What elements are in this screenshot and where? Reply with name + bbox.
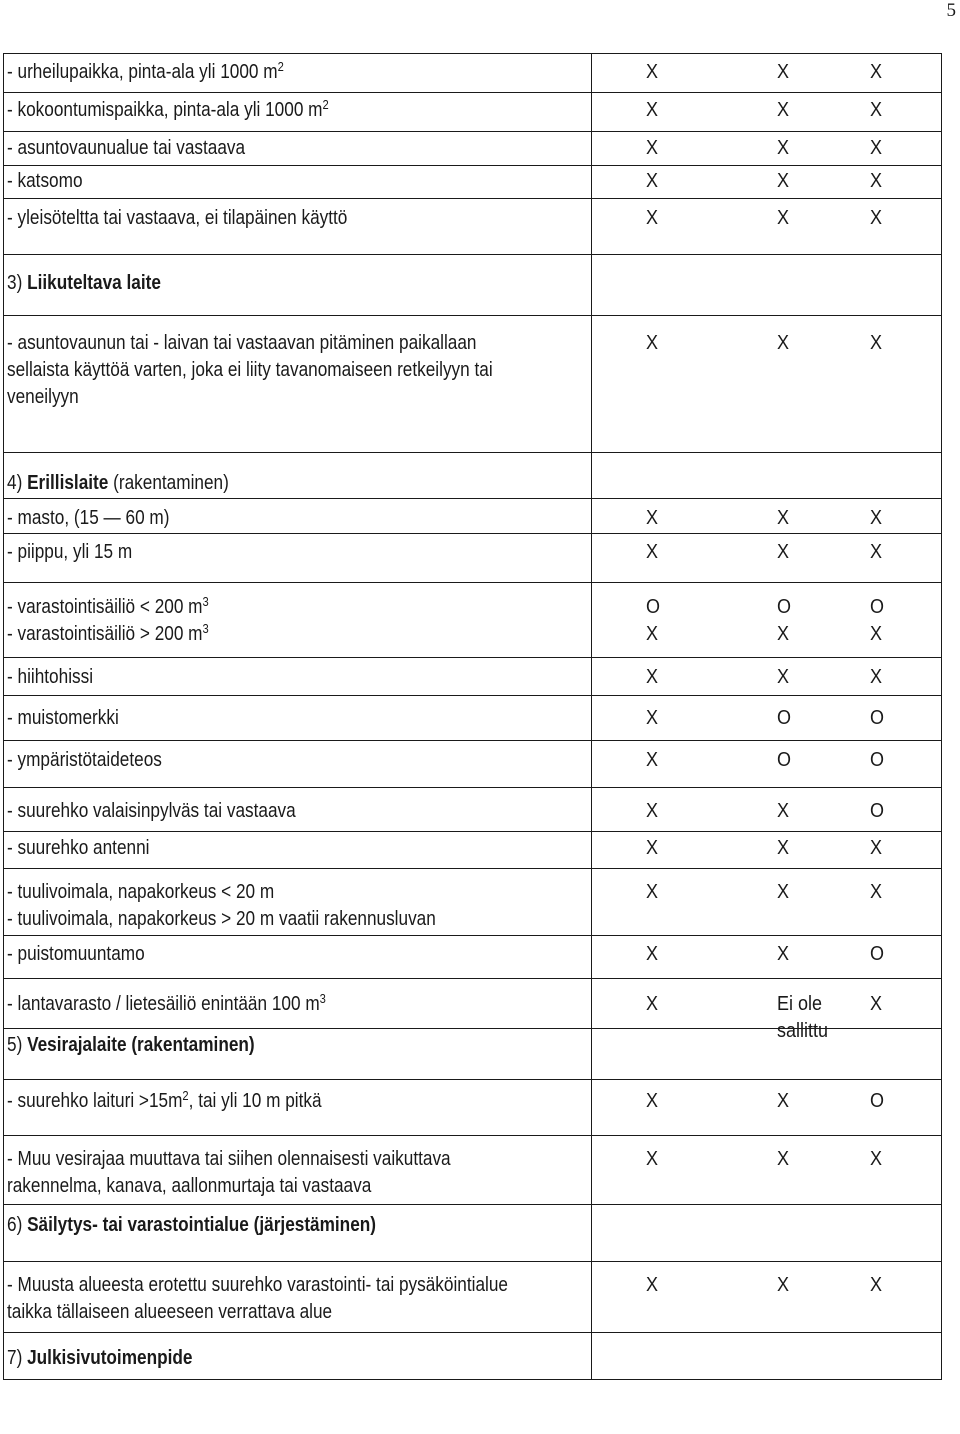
description-text: rakennelma, kanava, aallonmurtaja tai vastaava (7, 1175, 372, 1197)
value-v1 (646, 97, 726, 124)
value-v1 (646, 705, 726, 732)
value-text: O (870, 707, 885, 729)
row-values-cell (592, 788, 942, 832)
value-text: O (777, 749, 792, 771)
section-title-bold (27, 1214, 376, 1236)
row-description (7, 330, 493, 411)
section-title-bold (27, 272, 161, 294)
row-description (7, 879, 436, 933)
description-text: - Muusta alueesta erotettu suurehko varastointi- tai pysäköintialue (7, 1274, 508, 1296)
value-v3 (870, 205, 950, 232)
value-text: X (646, 207, 659, 229)
value-text: X (646, 837, 659, 859)
row-description (7, 1088, 322, 1115)
table-row (4, 1029, 942, 1080)
value-text: X (870, 623, 883, 645)
value-text: X (870, 507, 883, 529)
description-text: - asuntovaunun tai - laivan tai vastaavan pitäminen paikallaan (7, 332, 477, 354)
row-description (7, 470, 229, 497)
table-row (4, 979, 942, 1029)
value-v2 (777, 594, 857, 648)
superscript: 3 (202, 621, 209, 636)
row-description-cell (4, 696, 592, 741)
value-v2 (777, 747, 857, 774)
value-v2 (777, 835, 857, 862)
description-line (7, 1272, 508, 1299)
value-v2 (777, 330, 857, 357)
value-text: X (646, 137, 659, 159)
description-line (7, 330, 493, 357)
value-line (777, 991, 857, 1018)
table-row (4, 741, 942, 788)
value-text: X (646, 800, 659, 822)
value-text: O (870, 749, 885, 771)
value-text: X (870, 541, 883, 563)
value-text: X (646, 541, 659, 563)
value-line (646, 594, 726, 621)
row-description (7, 1345, 192, 1372)
value-text: X (777, 170, 790, 192)
section-title: Vesirajalaite (rakentaminen) (27, 1034, 255, 1056)
value-text: O (777, 596, 792, 618)
table-row (4, 1333, 942, 1380)
description-line (7, 1173, 451, 1200)
superscript: 2 (277, 59, 284, 74)
table-row (4, 255, 942, 316)
value-v2 (777, 539, 857, 566)
value-text: X (870, 666, 883, 688)
value-text: O (870, 596, 885, 618)
value-v3 (870, 1088, 950, 1115)
value-text: sallittu (777, 1020, 829, 1042)
value-text: X (777, 800, 790, 822)
superscript: 2 (322, 97, 329, 112)
value-v2 (777, 59, 857, 86)
value-text: X (777, 837, 790, 859)
value-v3 (870, 747, 950, 774)
value-v1 (646, 1272, 726, 1299)
section-title: Julkisivutoimenpide (27, 1347, 193, 1369)
value-line (870, 594, 950, 621)
row-values-cell (592, 1333, 942, 1380)
value-v1 (646, 135, 726, 162)
superscript-exponent (278, 59, 284, 74)
row-description-cell (4, 132, 592, 166)
description-text: - suurehko valaisinpylväs tai vastaava (7, 800, 296, 822)
section-number: 7) (7, 1347, 23, 1369)
value-text: X (777, 507, 790, 529)
row-description (7, 1272, 508, 1326)
description-text: - kokoontumispaikka, pinta-ala yli 1000 m (7, 99, 323, 121)
description-text: - lantavarasto / lietesäiliö enintään 100 m (7, 993, 320, 1015)
row-description-cell (4, 534, 592, 583)
value-v3 (870, 941, 950, 968)
description-text: taikka tällaiseen alueeseen verrattava alue (7, 1301, 333, 1323)
value-text: X (646, 1274, 659, 1296)
value-text: X (777, 207, 790, 229)
value-text: X (777, 1274, 790, 1296)
row-description-cell (4, 1333, 592, 1380)
table-row (4, 696, 942, 741)
value-v3 (870, 1272, 950, 1299)
row-values-cell (592, 1262, 942, 1333)
value-text: X (646, 170, 659, 192)
value-v2 (777, 168, 857, 195)
table-row (4, 1262, 942, 1333)
value-text: X (870, 332, 883, 354)
row-description-cell (4, 583, 592, 658)
value-text: X (646, 666, 659, 688)
row-description (7, 991, 326, 1018)
value-text: X (870, 837, 883, 859)
row-description-cell (4, 316, 592, 453)
row-values-cell (592, 979, 942, 1042)
value-v3 (870, 705, 950, 732)
value-text: X (646, 623, 659, 645)
permit-table (3, 53, 942, 1380)
row-description-cell (4, 93, 592, 132)
description-text: - tuulivoimala, napakorkeus > 20 m vaatii rakennusluvan (7, 908, 436, 930)
row-values-cell (592, 534, 942, 583)
value-text: X (777, 61, 790, 83)
row-values-cell (592, 499, 942, 534)
description-text-after: , tai yli 10 m pitkä (188, 1090, 322, 1112)
description-text: - urheilupaikka, pinta-ala yli 1000 m (7, 61, 278, 83)
value-text: X (777, 943, 790, 965)
row-description-cell (4, 869, 592, 936)
section-suffix: (rakentaminen) (108, 472, 229, 494)
value-text: X (777, 332, 790, 354)
row-description (7, 505, 169, 532)
value-v1 (646, 330, 726, 357)
row-description-cell (4, 199, 592, 255)
value-v2 (777, 505, 857, 532)
row-description-cell (4, 1136, 592, 1205)
section-number: 3) (7, 272, 23, 294)
table-row (4, 869, 942, 936)
value-text: X (646, 943, 659, 965)
row-values-cell (592, 93, 942, 132)
row-description (7, 205, 347, 232)
value-line (646, 621, 726, 648)
description-text: - yleisöteltta tai vastaava, ei tilapäinen käyttö (7, 207, 348, 229)
value-v1 (646, 991, 726, 1018)
section-title-bold (27, 472, 108, 494)
value-v3 (870, 835, 950, 862)
section-title: Liikuteltava laite (27, 272, 161, 294)
value-text: X (646, 61, 659, 83)
row-values-cell (592, 1136, 942, 1205)
description-line (7, 879, 436, 906)
value-line (777, 621, 857, 648)
value-text: X (646, 707, 659, 729)
value-v2 (777, 879, 857, 906)
value-v2 (777, 205, 857, 232)
description-text: - tuulivoimala, napakorkeus < 20 m (7, 881, 275, 903)
row-values-cell (592, 1080, 942, 1136)
value-text: Ei ole (777, 993, 823, 1015)
row-values-cell (592, 1029, 942, 1080)
table-row (4, 316, 942, 453)
table-row (4, 534, 942, 583)
row-values-cell (592, 741, 942, 788)
description-line (7, 594, 209, 621)
value-text: X (646, 1090, 659, 1112)
value-v1 (646, 1146, 726, 1173)
row-description (7, 270, 161, 297)
section-title: Erillislaite (27, 472, 109, 494)
value-text: X (870, 61, 883, 83)
description-text: - ympäristötaideteos (7, 749, 162, 771)
value-v2 (777, 941, 857, 968)
superscript: 3 (319, 991, 326, 1006)
table-row (4, 93, 942, 132)
row-values-cell (592, 936, 942, 979)
section-title-bold (27, 1034, 255, 1056)
value-v1 (646, 59, 726, 86)
value-v3 (870, 505, 950, 532)
superscript: 2 (182, 1088, 189, 1103)
description-text: - varastointisäiliö < 200 m (7, 596, 203, 618)
value-text: O (870, 1090, 885, 1112)
row-values-cell (592, 658, 942, 696)
value-v1 (646, 747, 726, 774)
row-description-cell (4, 54, 592, 93)
value-text: X (777, 666, 790, 688)
description-line (7, 906, 436, 933)
row-description (7, 539, 132, 566)
table-row (4, 166, 942, 199)
value-text: X (646, 507, 659, 529)
value-v1 (646, 879, 726, 906)
table-row (4, 1136, 942, 1205)
row-description (7, 798, 296, 825)
value-v3 (870, 879, 950, 906)
row-values-cell (592, 166, 942, 199)
value-text: X (646, 881, 659, 903)
value-v2 (777, 97, 857, 124)
superscript-exponent (203, 594, 209, 609)
value-v1 (646, 798, 726, 825)
value-v2 (777, 1146, 857, 1173)
row-description-cell (4, 499, 592, 534)
table-row (4, 832, 942, 869)
row-description (7, 1146, 451, 1200)
value-text: X (646, 749, 659, 771)
superscript: 3 (202, 594, 209, 609)
value-text: O (777, 707, 792, 729)
description-text: - hiihtohissi (7, 666, 94, 688)
row-description (7, 1032, 255, 1059)
superscript-exponent (203, 621, 209, 636)
value-v1 (646, 941, 726, 968)
value-text: X (870, 99, 883, 121)
value-v3 (870, 135, 950, 162)
row-description-cell (4, 166, 592, 199)
value-v1 (646, 168, 726, 195)
description-text: - katsomo (7, 170, 83, 192)
row-values-cell (592, 54, 942, 93)
value-v1 (646, 594, 726, 648)
row-description (7, 705, 119, 732)
row-description-cell (4, 1080, 592, 1136)
description-line (7, 621, 209, 648)
row-description (7, 747, 162, 774)
value-text: X (777, 541, 790, 563)
value-text: X (777, 623, 790, 645)
section-number: 5) (7, 1034, 23, 1056)
row-description-cell (4, 832, 592, 869)
value-text: X (646, 1148, 659, 1170)
table-row (4, 936, 942, 979)
value-text: X (870, 993, 883, 1015)
row-description (7, 594, 209, 648)
row-values-cell (592, 199, 942, 255)
table-row (4, 583, 942, 658)
value-text: X (777, 881, 790, 903)
value-line (777, 594, 857, 621)
table-row (4, 132, 942, 166)
row-values-cell (592, 132, 942, 166)
value-v3 (870, 97, 950, 124)
value-text: X (870, 1274, 883, 1296)
value-text: X (646, 993, 659, 1015)
row-values-cell (592, 255, 942, 316)
value-text: X (870, 170, 883, 192)
value-text: X (777, 137, 790, 159)
row-description-cell (4, 1029, 592, 1080)
value-v3 (870, 59, 950, 86)
description-text: veneilyyn (7, 386, 79, 408)
row-values-cell (592, 869, 942, 936)
value-line (870, 621, 950, 648)
value-v2 (777, 664, 857, 691)
value-v2 (777, 1088, 857, 1115)
description-line (7, 384, 493, 411)
value-v3 (870, 1146, 950, 1173)
row-description-cell (4, 979, 592, 1029)
row-values-cell (592, 316, 942, 453)
row-description (7, 135, 245, 162)
row-description (7, 59, 284, 86)
row-description-cell (4, 741, 592, 788)
description-text: - suurehko antenni (7, 837, 150, 859)
table-row (4, 199, 942, 255)
row-description (7, 664, 93, 691)
description-text: - asuntovaunualue tai vastaava (7, 137, 246, 159)
description-text: - Muu vesirajaa muuttava tai siihen olennaisesti vaikuttava (7, 1148, 451, 1170)
description-text: sellaista käyttöä varten, joka ei liity tavanomaiseen retkeilyyn tai (7, 359, 493, 381)
section-number: 6) (7, 1214, 23, 1236)
value-text: X (870, 881, 883, 903)
row-description-cell (4, 1205, 592, 1262)
row-description-cell (4, 788, 592, 832)
table-row (4, 658, 942, 696)
value-text: X (777, 99, 790, 121)
value-v2 (777, 705, 857, 732)
description-text: - suurehko laituri >15m (7, 1090, 183, 1112)
row-description-cell (4, 1262, 592, 1333)
value-v2 (777, 798, 857, 825)
value-text: X (870, 137, 883, 159)
superscript-exponent (320, 991, 326, 1006)
table-row (4, 54, 942, 93)
value-text: X (646, 332, 659, 354)
superscript-exponent (322, 97, 328, 112)
row-description (7, 1212, 376, 1239)
value-text: X (870, 1148, 883, 1170)
description-text: - puistomuuntamo (7, 943, 145, 965)
value-v2 (777, 135, 857, 162)
page-number: 5 (946, 0, 956, 21)
row-values-cell (592, 583, 942, 658)
value-text: X (646, 99, 659, 121)
value-v1 (646, 664, 726, 691)
row-description (7, 941, 145, 968)
value-text: O (646, 596, 661, 618)
description-line (7, 1146, 451, 1173)
table-row (4, 1080, 942, 1136)
row-values-cell (592, 453, 942, 499)
row-values-cell (592, 696, 942, 741)
section-title-bold (27, 1347, 192, 1369)
value-v3 (870, 594, 950, 648)
section-title: Säilytys- tai varastointialue (järjestäminen) (27, 1214, 376, 1236)
section-number: 4) (7, 472, 23, 494)
value-v1 (646, 1088, 726, 1115)
row-values-cell (592, 832, 942, 869)
table-body (4, 54, 942, 1380)
value-v3 (870, 798, 950, 825)
value-v1 (646, 505, 726, 532)
description-text: - piippu, yli 15 m (7, 541, 133, 563)
row-description (7, 168, 83, 195)
description-text: - masto, (15 — 60 m) (7, 507, 170, 529)
row-description-cell (4, 453, 592, 499)
value-v3 (870, 539, 950, 566)
description-line (7, 1299, 508, 1326)
table-row (4, 499, 942, 534)
description-text: - muistomerkki (7, 707, 119, 729)
value-v3 (870, 330, 950, 357)
value-v2 (777, 1272, 857, 1299)
value-text: O (870, 943, 885, 965)
value-text: O (870, 800, 885, 822)
description-text: - varastointisäiliö > 200 m (7, 623, 203, 645)
value-v3 (870, 168, 950, 195)
row-description-cell (4, 936, 592, 979)
table-row (4, 788, 942, 832)
row-description (7, 835, 149, 862)
value-text: X (870, 207, 883, 229)
value-v3 (870, 991, 950, 1018)
value-v3 (870, 664, 950, 691)
row-values-cell (592, 1205, 942, 1262)
value-v1 (646, 539, 726, 566)
value-text: X (777, 1090, 790, 1112)
table-row (4, 1205, 942, 1262)
description-line (7, 357, 493, 384)
row-description-cell (4, 658, 592, 696)
row-description-cell (4, 255, 592, 316)
row-description (7, 97, 329, 124)
value-v1 (646, 835, 726, 862)
value-v1 (646, 205, 726, 232)
table-row (4, 453, 942, 499)
value-text: X (777, 1148, 790, 1170)
